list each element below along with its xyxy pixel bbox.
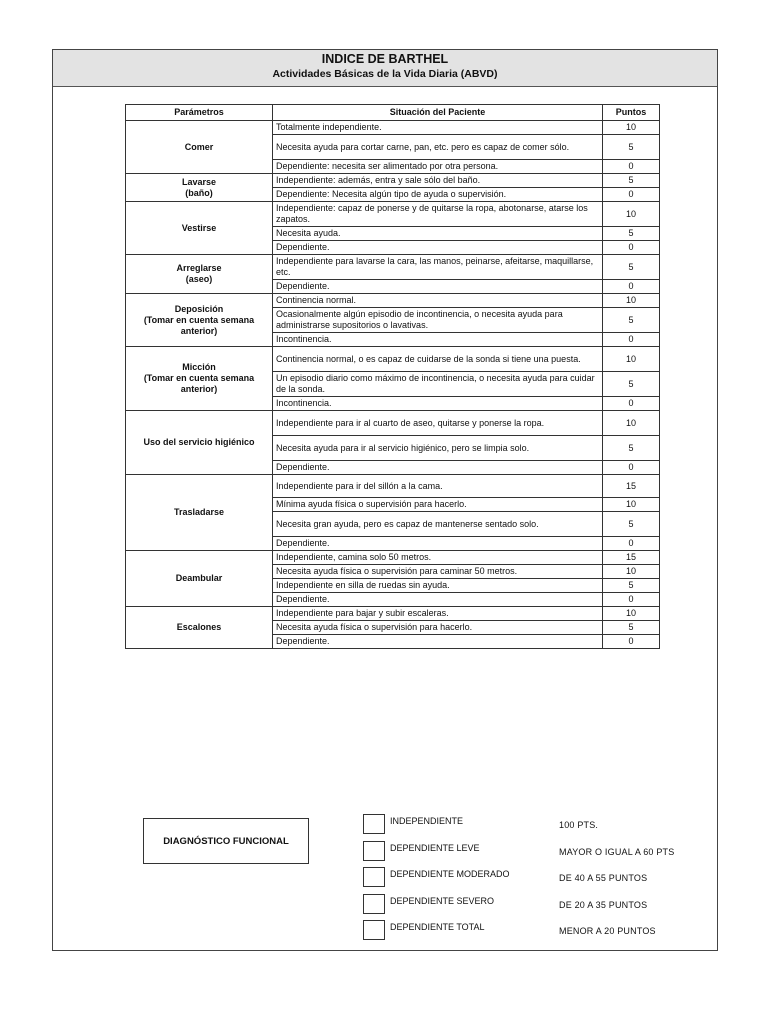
barthel-form xyxy=(52,49,718,951)
situation-cell: Independiente en silla de ruedas sin ayuda. xyxy=(273,579,603,593)
param-cell: Escalones xyxy=(126,607,273,649)
points-cell: 5 xyxy=(603,512,660,537)
points-cell: 15 xyxy=(603,551,660,565)
checkbox-independiente[interactable] xyxy=(363,814,385,834)
situation-cell: Dependiente: necesita ser alimentado por otra persona. xyxy=(273,160,603,174)
level-range: DE 40 A 55 PUNTOS xyxy=(559,873,648,883)
header-situacion: Situación del Paciente xyxy=(273,105,603,121)
form-subtitle: Actividades Básicas de la Vida Diaria (ABVD) xyxy=(272,68,498,80)
situation-cell: Dependiente. xyxy=(273,635,603,649)
diagnostico-funcional-box xyxy=(143,818,309,864)
situation-cell: Necesita gran ayuda, pero es capaz de mantenerse sentado solo. xyxy=(273,512,603,537)
level-range: 100 PTS. xyxy=(559,820,599,830)
points-cell: 10 xyxy=(603,121,660,135)
points-cell: 0 xyxy=(603,160,660,174)
points-cell: 10 xyxy=(603,565,660,579)
table-row xyxy=(126,255,660,280)
situation-cell: Incontinencia. xyxy=(273,397,603,411)
param-cell: Deambular xyxy=(126,551,273,607)
level-name: INDEPENDIENTE xyxy=(390,816,464,826)
checkbox-dependiente-severo[interactable] xyxy=(363,894,385,914)
table-row xyxy=(126,411,660,436)
points-cell: 5 xyxy=(603,227,660,241)
param-cell: Comer xyxy=(126,121,273,174)
barthel-table-body xyxy=(126,121,660,649)
table-row xyxy=(126,121,660,135)
level-dependiente-leve xyxy=(363,841,703,863)
points-cell: 0 xyxy=(603,397,660,411)
situation-cell: Mínima ayuda física o supervisión para hacerlo. xyxy=(273,498,603,512)
checkbox-dependiente-moderado[interactable] xyxy=(363,867,385,887)
points-cell: 5 xyxy=(603,372,660,397)
level-name: DEPENDIENTE TOTAL xyxy=(390,922,485,932)
situation-cell: Necesita ayuda física o supervisión para caminar 50 metros. xyxy=(273,565,603,579)
points-cell: 0 xyxy=(603,280,660,294)
situation-cell: Independiente para ir al cuarto de aseo, quitarse y ponerse la ropa. xyxy=(273,411,603,436)
points-cell: 0 xyxy=(603,537,660,551)
points-cell: 10 xyxy=(603,347,660,372)
param-cell: Trasladarse xyxy=(126,475,273,551)
checkbox-dependiente-leve[interactable] xyxy=(363,841,385,861)
points-cell: 5 xyxy=(603,255,660,280)
situation-cell: Incontinencia. xyxy=(273,333,603,347)
table-row xyxy=(126,607,660,621)
param-cell: Lavarse (baño) xyxy=(126,174,273,202)
level-name: DEPENDIENTE SEVERO xyxy=(390,896,495,906)
situation-cell: Independiente para lavarse la cara, las manos, peinarse, afeitarse, maquillarse, etc. xyxy=(273,255,603,280)
points-cell: 0 xyxy=(603,188,660,202)
situation-cell: Ocasionalmente algún episodio de incontinencia, o necesita ayuda para administrarse supositorios o lavativas. xyxy=(273,308,603,333)
situation-cell: Continencia normal. xyxy=(273,294,603,308)
table-row xyxy=(126,347,660,372)
form-header xyxy=(53,50,717,87)
points-cell: 0 xyxy=(603,461,660,475)
points-cell: 10 xyxy=(603,607,660,621)
barthel-table xyxy=(125,104,660,649)
situation-cell: Dependiente: Necesita algún tipo de ayuda o supervisión. xyxy=(273,188,603,202)
points-cell: 5 xyxy=(603,308,660,333)
level-independiente xyxy=(363,814,703,836)
level-dependiente-moderado xyxy=(363,867,703,889)
situation-cell: Necesita ayuda para cortar carne, pan, etc. pero es capaz de comer sólo. xyxy=(273,135,603,160)
points-cell: 5 xyxy=(603,621,660,635)
points-cell: 5 xyxy=(603,436,660,461)
param-cell: Micción (Tomar en cuenta semana anterior) xyxy=(126,347,273,411)
situation-cell: Dependiente. xyxy=(273,280,603,294)
situation-cell: Independiente para bajar y subir escaleras. xyxy=(273,607,603,621)
level-range: MENOR A 20 PUNTOS xyxy=(559,926,656,936)
param-cell: Arreglarse (aseo) xyxy=(126,255,273,294)
level-range: MAYOR O IGUAL A 60 PTS xyxy=(559,847,675,857)
level-name: DEPENDIENTE LEVE xyxy=(390,843,480,853)
situation-cell: Necesita ayuda para ir al servicio higiénico, pero se limpia solo. xyxy=(273,436,603,461)
situation-cell: Necesita ayuda física o supervisión para hacerlo. xyxy=(273,621,603,635)
points-cell: 0 xyxy=(603,593,660,607)
diagnostico-funcional-label: DIAGNÓSTICO FUNCIONAL xyxy=(163,835,289,847)
param-cell: Uso del servicio higiénico xyxy=(126,411,273,475)
points-cell: 0 xyxy=(603,241,660,255)
level-dependiente-severo xyxy=(363,894,703,916)
situation-cell: Dependiente. xyxy=(273,537,603,551)
points-cell: 15 xyxy=(603,475,660,498)
situation-cell: Continencia normal, o es capaz de cuidarse de la sonda si tiene una puesta. xyxy=(273,347,603,372)
situation-cell: Dependiente. xyxy=(273,593,603,607)
situation-cell: Independiente: capaz de ponerse y de quitarse la ropa, abotonarse, atarse los zapatos. xyxy=(273,202,603,227)
situation-cell: Un episodio diario como máximo de incontinencia, o necesita ayuda para cuidar de la sonda. xyxy=(273,372,603,397)
situation-cell: Independiente para ir del sillón a la cama. xyxy=(273,475,603,498)
points-cell: 10 xyxy=(603,202,660,227)
situation-cell: Dependiente. xyxy=(273,241,603,255)
situation-cell: Dependiente. xyxy=(273,461,603,475)
header-parametros: Parámetros xyxy=(126,105,273,121)
param-cell: Vestirse xyxy=(126,202,273,255)
situation-cell: Independiente, camina solo 50 metros. xyxy=(273,551,603,565)
level-name: DEPENDIENTE MODERADO xyxy=(390,869,510,879)
table-row xyxy=(126,202,660,227)
points-cell: 0 xyxy=(603,635,660,649)
points-cell: 10 xyxy=(603,411,660,436)
situation-cell: Independiente: además, entra y sale sólo del baño. xyxy=(273,174,603,188)
points-cell: 0 xyxy=(603,333,660,347)
points-cell: 10 xyxy=(603,498,660,512)
table-row xyxy=(126,174,660,188)
situation-cell: Totalmente independiente. xyxy=(273,121,603,135)
points-cell: 5 xyxy=(603,579,660,593)
points-cell: 10 xyxy=(603,294,660,308)
table-row xyxy=(126,551,660,565)
param-cell: Deposición (Tomar en cuenta semana anterior) xyxy=(126,294,273,347)
table-row xyxy=(126,294,660,308)
points-cell: 5 xyxy=(603,135,660,160)
form-title: INDICE DE BARTHEL xyxy=(321,52,449,66)
points-cell: 5 xyxy=(603,174,660,188)
checkbox-dependiente-total[interactable] xyxy=(363,920,385,940)
header-puntos: Puntos xyxy=(603,105,660,121)
level-dependiente-total xyxy=(363,920,703,942)
situation-cell: Necesita ayuda. xyxy=(273,227,603,241)
level-range: DE 20 A 35 PUNTOS xyxy=(559,900,648,910)
table-row xyxy=(126,475,660,498)
